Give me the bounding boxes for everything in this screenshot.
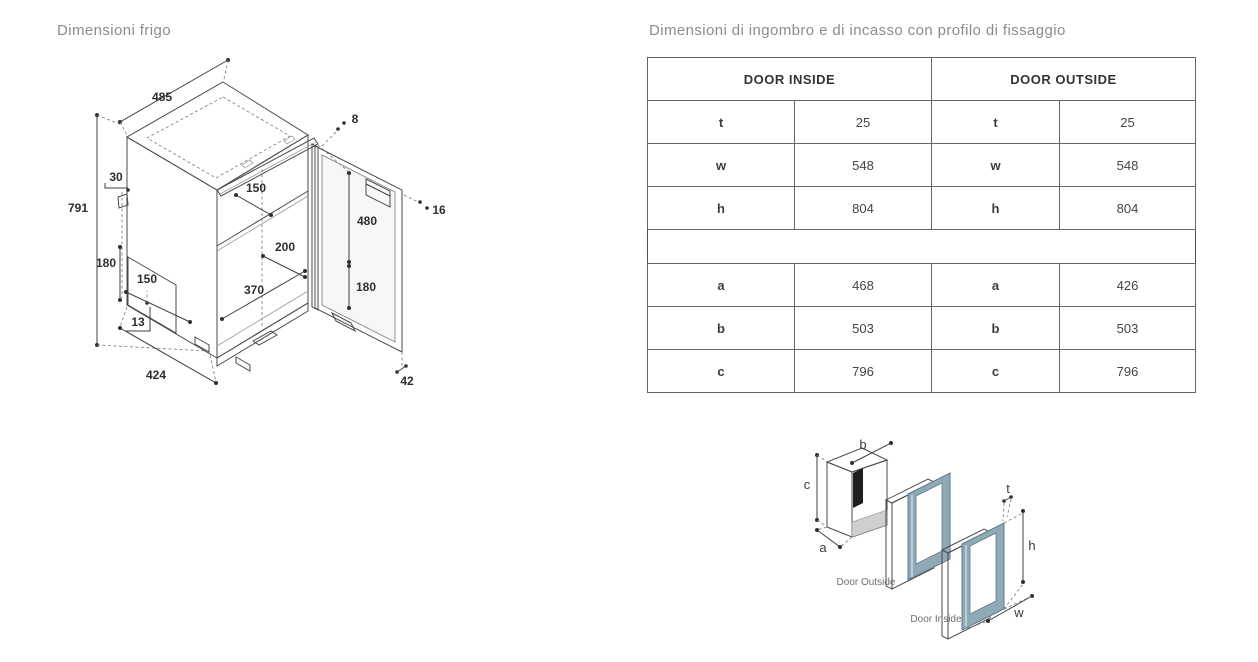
- cell-value: 796: [795, 350, 932, 393]
- dim-recess-height: 180: [95, 256, 117, 270]
- label-w: w: [1014, 605, 1024, 620]
- dim-width-top: 485: [151, 90, 173, 104]
- cell-value: 503: [795, 307, 932, 350]
- cell-label: t: [648, 101, 795, 144]
- cell-value: 804: [795, 187, 932, 230]
- header-door-inside: DOOR INSIDE: [648, 58, 932, 101]
- label-h: h: [1028, 538, 1036, 553]
- cell-value: 25: [795, 101, 932, 144]
- dim-interior-width: 370: [243, 283, 265, 297]
- table-row: [648, 187, 1196, 230]
- foot: [195, 337, 209, 352]
- right-section-title: Dimensioni di ingombro e di incasso con profilo di fissaggio: [649, 22, 1066, 39]
- cell-value: 548: [1060, 144, 1196, 187]
- foot: [236, 357, 250, 371]
- dim-shelf-depth: 200: [274, 240, 296, 254]
- cavity-opening: [853, 468, 863, 508]
- door-outside-caption: Door Outside: [836, 577, 896, 588]
- fridge-body: [118, 82, 355, 371]
- fridge-dimension-drawing: [50, 45, 500, 405]
- cell-label: b: [648, 307, 795, 350]
- dim-total-height: 791: [67, 201, 89, 215]
- plinth: [217, 303, 308, 366]
- table-row: [648, 144, 1196, 187]
- table-header-row: [648, 58, 1196, 101]
- cell-label: a: [648, 264, 795, 307]
- cell-value: 426: [1060, 264, 1196, 307]
- cell-label: t: [932, 101, 1060, 144]
- cell-value: 804: [1060, 187, 1196, 230]
- dim-recess-width: 150: [136, 272, 158, 286]
- table-spacer-row: [648, 230, 1196, 264]
- cell-label: a: [932, 264, 1060, 307]
- cell-value: 468: [795, 264, 932, 307]
- label-c: c: [803, 477, 811, 492]
- table-row: [648, 101, 1196, 144]
- cavity-box: [804, 437, 893, 555]
- embed-exploded-diagram: [795, 425, 1055, 640]
- cell-label: b: [932, 307, 1060, 350]
- cell-label: c: [932, 350, 1060, 393]
- left-section-title: Dimensioni frigo: [57, 22, 171, 39]
- cell-value: 503: [1060, 307, 1196, 350]
- label-a: a: [819, 540, 827, 555]
- dim-flange-gap: 8: [351, 112, 359, 126]
- header-door-outside: DOOR OUTSIDE: [932, 58, 1196, 101]
- dim-door-lower-height: 180: [355, 280, 377, 294]
- cell-label: c: [648, 350, 795, 393]
- dim-plinth-height: 13: [131, 315, 145, 329]
- dimensions-table: [647, 57, 1196, 393]
- table-row: [648, 264, 1196, 307]
- table-row: [648, 307, 1196, 350]
- dim-freezer-depth: 150: [245, 181, 267, 195]
- cell-value: 796: [1060, 350, 1196, 393]
- dim-door-height: 480: [356, 214, 378, 228]
- dim-door-top-gap: 16: [432, 203, 446, 217]
- dim-base-depth: 424: [145, 368, 167, 382]
- cell-label: w: [932, 144, 1060, 187]
- cell-label: h: [648, 187, 795, 230]
- label-t: t: [1006, 481, 1010, 496]
- foot-plate: [253, 331, 277, 345]
- cell-value: 25: [1060, 101, 1196, 144]
- cell-value: 548: [795, 144, 932, 187]
- table-row: [648, 350, 1196, 393]
- cell-label: h: [932, 187, 1060, 230]
- door-inside-caption: Door Inside: [910, 614, 962, 625]
- label-b: b: [859, 437, 867, 452]
- dim-door-bottom-gap: 42: [400, 374, 414, 388]
- cell-label: w: [648, 144, 795, 187]
- dim-side-offset: 30: [109, 170, 123, 184]
- open-door: [312, 144, 402, 352]
